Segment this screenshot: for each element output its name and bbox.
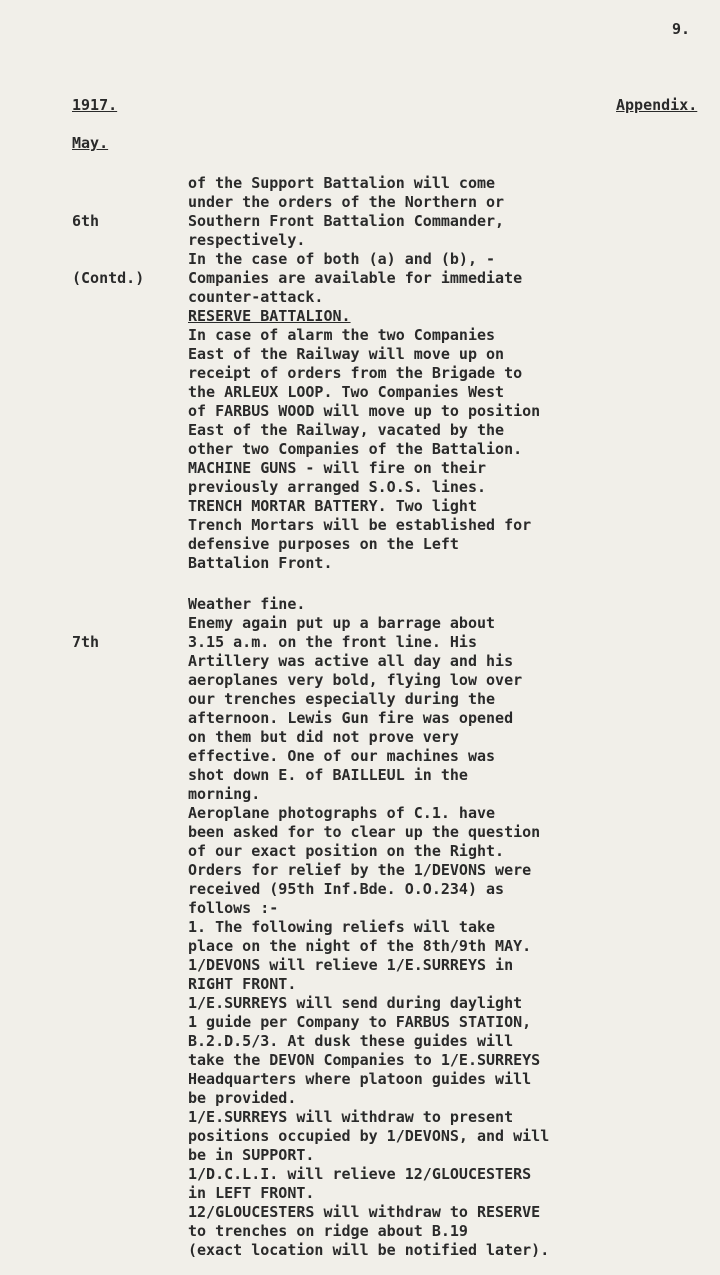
section-heading-reserve-battalion: RESERVE BATTALION.	[188, 307, 351, 325]
text-line: under the orders of the Northern or	[188, 193, 505, 211]
text-line: be in SUPPORT.	[188, 1146, 315, 1164]
text-line: on them but did not prove very	[188, 728, 459, 746]
text-line: B.2.D.5/3. At dusk these guides will	[188, 1032, 514, 1050]
text-line: of the Support Battalion will come	[188, 174, 496, 192]
text-line: TRENCH MORTAR BATTERY. Two light	[188, 497, 477, 515]
entry-6-date	[72, 174, 144, 326]
text-line: of FARBUS WOOD will move up to position	[188, 402, 541, 420]
text-line: Aeroplane photographs of C.1. have	[188, 804, 496, 822]
entry-7-body	[188, 595, 658, 1260]
date-line: 7th	[72, 633, 100, 651]
text-line: afternoon. Lewis Gun fire was opened	[188, 709, 514, 727]
text-line: counter-attack.	[188, 288, 324, 306]
text-line: defensive purposes on the Left	[188, 535, 459, 553]
text-line: be provided.	[188, 1089, 297, 1107]
text-line: In case of alarm the two Companies	[188, 326, 496, 344]
text-line: RIGHT FRONT.	[188, 975, 297, 993]
text-line: in LEFT FRONT.	[188, 1184, 315, 1202]
text-line: Southern Front Battalion Commander,	[188, 212, 505, 230]
text-line: Battalion Front.	[188, 554, 333, 572]
month-heading: May.	[72, 134, 109, 152]
text-line: 1. The following reliefs will take	[188, 918, 496, 936]
entry-6-body	[188, 174, 658, 573]
text-line: 1 guide per Company to FARBUS STATION,	[188, 1013, 532, 1031]
text-line: East of the Railway will move up on	[188, 345, 505, 363]
text-line: receipt of orders from the Brigade to	[188, 364, 523, 382]
text-line: our trenches especially during the	[188, 690, 496, 708]
text-line: shot down E. of BAILLEUL in the	[188, 766, 468, 784]
text-line: to trenches on ridge about B.19	[188, 1222, 468, 1240]
text-line: Headquarters where platoon guides will	[188, 1070, 532, 1088]
date-line: (Contd.)	[72, 269, 145, 287]
text-line: (exact location will be notified later).	[188, 1241, 550, 1259]
text-line: 1/DEVONS will relieve 1/E.SURREYS in	[188, 956, 514, 974]
text-line: East of the Railway, vacated by the	[188, 421, 505, 439]
text-line: of our exact position on the Right.	[188, 842, 505, 860]
year-heading: 1917.	[72, 96, 118, 114]
entry-7-date	[72, 595, 108, 690]
text-line: Orders for relief by the 1/DEVONS were	[188, 861, 532, 879]
text-line: 1/E.SURREYS will withdraw to present	[188, 1108, 514, 1126]
text-line: other two Companies of the Battalion.	[188, 440, 523, 458]
text-line: place on the night of the 8th/9th MAY.	[188, 937, 532, 955]
text-line: 3.15 a.m. on the front line. His	[188, 633, 477, 651]
text-line: Companies are available for immediate	[188, 269, 523, 287]
text-line: the ARLEUX LOOP. Two Companies West	[188, 383, 505, 401]
text-line: 12/GLOUCESTERS will withdraw to RESERVE	[188, 1203, 541, 1221]
text-line: Artillery was active all day and his	[188, 652, 514, 670]
text-line: effective. One of our machines was	[188, 747, 496, 765]
text-line: Trench Mortars will be established for	[188, 516, 532, 534]
text-line: aeroplanes very bold, flying low over	[188, 671, 523, 689]
text-line: 1/E.SURREYS will send during daylight	[188, 994, 523, 1012]
page-number: 9.	[672, 20, 691, 38]
text-line: Enemy again put up a barrage about	[188, 614, 496, 632]
text-line: MACHINE GUNS - will fire on their	[188, 459, 487, 477]
text-line: In the case of both (a) and (b), -	[188, 250, 496, 268]
text-line: 1/D.C.L.I. will relieve 12/GLOUCESTERS	[188, 1165, 532, 1183]
text-line: Weather fine.	[188, 595, 306, 613]
text-line: respectively.	[188, 231, 306, 249]
text-line: received (95th Inf.Bde. O.O.234) as	[188, 880, 505, 898]
text-line: morning.	[188, 785, 261, 803]
text-line: follows :-	[188, 899, 279, 917]
text-line: take the DEVON Companies to 1/E.SURREYS	[188, 1051, 541, 1069]
appendix-heading: Appendix.	[616, 96, 698, 114]
date-line: 6th	[72, 212, 100, 230]
text-line: positions occupied by 1/DEVONS, and will	[188, 1127, 550, 1145]
text-line: previously arranged S.O.S. lines.	[188, 478, 487, 496]
text-line: been asked for to clear up the question	[188, 823, 541, 841]
